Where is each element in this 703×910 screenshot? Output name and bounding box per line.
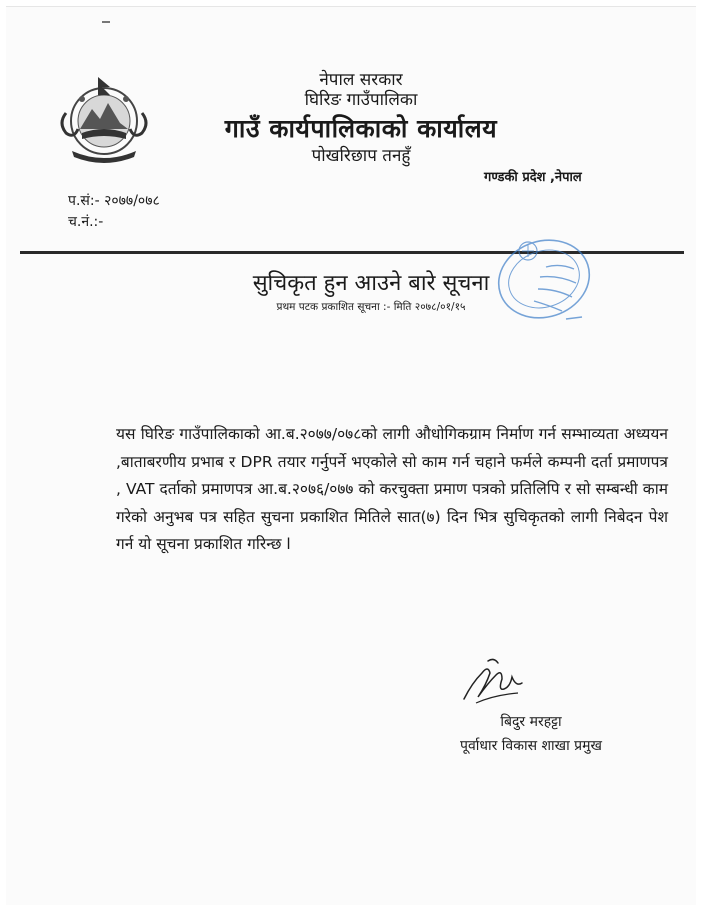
signatory-designation: पूर्वाधार विकास शाखा प्रमुख [460,738,602,754]
header-location: पोखरिछाप तनहुँ [311,146,411,166]
document-page [6,6,696,905]
scan-mark [102,21,110,23]
header-municipality: घिरिङ गाउँपालिका [304,90,418,110]
header-office: गाउँ कार्यपालिकाको कार्यालय [224,114,498,143]
header-government: नेपाल सरकार [319,70,403,90]
letter-number: प.सं:- २०७७/०७८ [68,193,160,209]
header-province: गण्डकी प्रदेश ,नेपाल [484,170,582,185]
notice-subtitle: प्रथम पटक प्रकाशित सूचना :- मिति २०७८/०१/१५ [276,301,466,313]
signature-icon [458,653,530,709]
signatory-name: बिदुर मरहट्टा [500,714,562,730]
dispatch-number: च.नं.:- [68,214,104,230]
notice-title: सुचिकृत हुन आउने बारे सूचना [252,271,490,296]
notice-body: यस घिरिङ गाउँपालिकाको आ.ब.२०७७/०७८को लागी औधोगिकग्राम निर्माण गर्न सम्भाव्यता अध्ययन ,बाताबरणीय प्रभाब र DPR तयार गर्नुपर्ने भएकोले सो काम गर्न चहाने फर्मले कम्पनी दर्ता प्रमाणपत्र , VAT दर्ताको प्रमाणपत्र आ.ब.२०७६/०७७ को करचुक्ता प्रमाण पत्रको प्रतिलिपि र सो सम्बन्धी काम गरेको अनुभब पत्र सहित सुचना प्रकाशित मितिले सात(७) दिन भित्र सुचिकृतको लागी निबेदन पेश गर्न यो सूचना प्रकाशित गरिन्छ l [116,425,668,553]
nepal-emblem-icon [52,69,156,165]
